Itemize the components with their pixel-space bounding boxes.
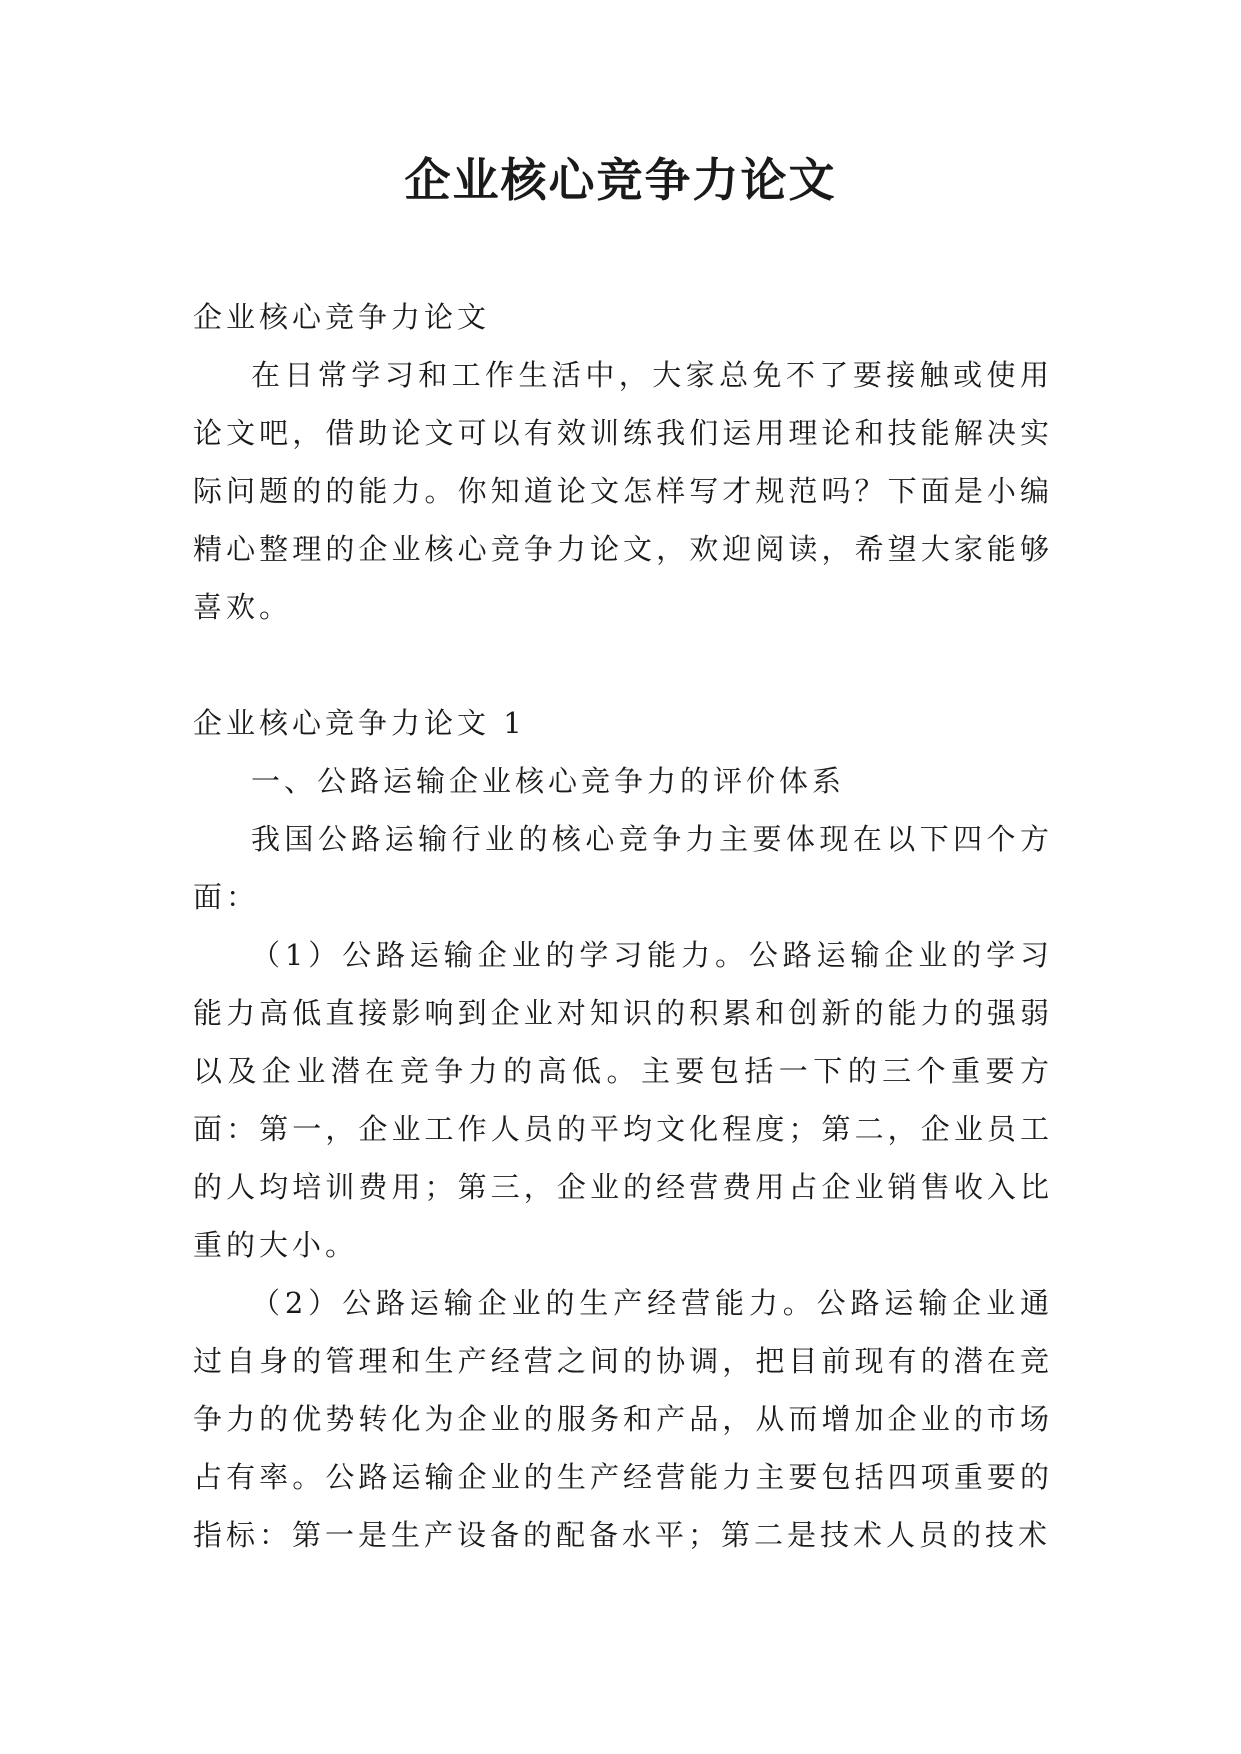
paragraph-gap <box>193 636 1053 694</box>
body-paragraph: （1）公路运输企业的学习能力。公路运输企业的学习能力高低直接影响到企业对知识的积累和创新的能力的强弱以及企业潜在竞争力的高低。主要包括一下的三个重要方面：第一，企业工作人员的平均文化程度；第二，企业员工的人均培训费用；第三，企业的经营费用占企业销售收入比重的大小。 <box>193 938 1053 1262</box>
document-title: 企业核心竞争力论文 <box>404 153 837 207</box>
body-paragraph: 我国公路运输行业的核心竞争力主要体现在以下四个方面： <box>193 822 1053 914</box>
body-paragraph: （2）公路运输企业的生产经营能力。公路运输企业通过自身的管理和生产经营之间的协调，把目前现有的潜在竞争力的优势转化为企业的服务和产品，从而增加企业的市场占有率。公路运输企业的生产经营能力主要包括四项重要的指标：第一是生产设备的配备水平；第二是技术人员的技术 <box>193 1286 1053 1552</box>
subsection-heading: 一、公路运输企业核心竞争力的评价体系 <box>251 764 846 798</box>
document-body <box>193 288 1053 1564</box>
section-heading: 企业核心竞争力论文 <box>193 300 491 334</box>
essay-heading: 企业核心竞争力论文 1 <box>193 706 526 740</box>
intro-paragraph: 在日常学习和工作生活中，大家总免不了要接触或使用论文吧，借助论文可以有效训练我们运用理论和技能解决实际问题的的能力。你知道论文怎样写才规范吗？下面是小编精心整理的企业核心竞争力论文，欢迎阅读，希望大家能够喜欢。 <box>193 358 1053 624</box>
